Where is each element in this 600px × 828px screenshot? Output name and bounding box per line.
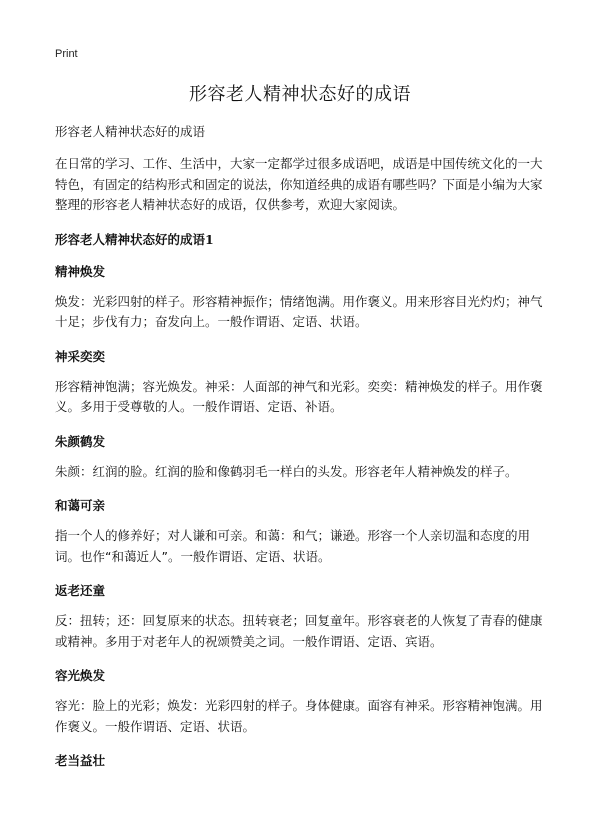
entry-heading: 和蔼可亲 [55, 498, 106, 513]
entry [55, 432, 552, 483]
entry-body: 反：扭转；还：回复原来的状态。扭转衰老；回复童年。形容衰老的人恢复了青春的健康或精神。多用于对老年人的祝颂赞美之词。一般作谓语、定语、宾语。 [55, 613, 543, 649]
document-content [55, 122, 552, 781]
entry-heading: 精神焕发 [55, 263, 106, 279]
entry-heading: 朱颜鹤发 [55, 433, 106, 449]
print-link[interactable]: Print [55, 48, 78, 60]
entry [55, 751, 552, 769]
entry-heading: 容光焕发 [55, 668, 106, 683]
section-heading: 形容老人精神状态好的成语1 [55, 231, 214, 247]
document-subtitle: 形容老人精神状态好的成语 [55, 124, 206, 139]
entry-heading: 返老还童 [55, 583, 106, 598]
entry-body: 朱颜：红润的脸。红润的脸和像鹤羽毛一样白的头发。形容老年人精神焕发的样子。 [55, 463, 518, 479]
entry [55, 666, 552, 737]
entry-heading: 老当益壮 [55, 753, 106, 768]
entry [55, 347, 552, 418]
entry [55, 581, 552, 652]
intro-paragraph: 在日常的学习、工作、生活中，大家一定都学过很多成语吧，成语是中国传统文化的一大特色，有固定的结构形式和固定的说法，你知道经典的成语有哪些吗？下面是小编为大家整理的形容老人精神状态好的成语，仅供参考，欢迎大家阅读。 [55, 156, 543, 212]
entry-body: 焕发：光彩四射的样子。形容精神振作；情绪饱满。用作褒义。用来形容目光灼灼；神气十足；步伐有力；奋发向上。一般作谓语、定语、状语。 [55, 293, 543, 329]
page-title: 形容老人精神状态好的成语 [189, 84, 411, 105]
entry-body: 容光：脸上的光彩；焕发：光彩四射的样子。身体健康。面容有神采。形容精神饱满。用作褒义。一般作谓语、定语、状语。 [55, 698, 543, 734]
entry-heading: 神采奕奕 [55, 348, 106, 364]
entry-body: 形容精神饱满；容光焕发。神采：人面部的神气和光彩。奕奕：精神焕发的样子。用作褒义。多用于受尊敬的人。一般作谓语、定语、补语。 [55, 378, 543, 414]
entry-body: 指一个人的修养好；对人谦和可亲。和蔼：和气；谦逊。形容一个人亲切温和态度的用词。也作“和蔼近人”。一般作谓语、定语、状语。 [55, 528, 531, 564]
entry [55, 496, 552, 567]
entry [55, 262, 552, 333]
